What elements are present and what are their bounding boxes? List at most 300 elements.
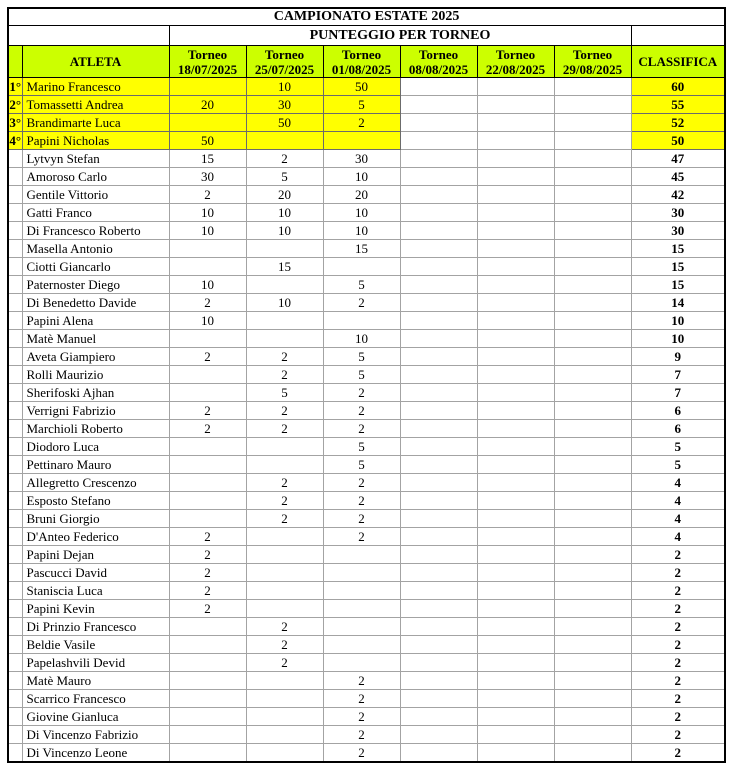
column-header-position [8,46,22,78]
table-row [8,276,725,294]
score-cell: 2 [246,654,323,672]
score-cell [477,654,554,672]
athlete-name-cell: Pettinaro Mauro [22,456,169,474]
table-row [8,726,725,744]
classifica-cell: 2 [631,654,725,672]
position-cell [8,528,22,546]
score-cell [400,726,477,744]
score-cell [400,708,477,726]
athlete-name-cell: Brandimarte Luca [22,114,169,132]
classifica-cell: 6 [631,420,725,438]
classifica-cell: 55 [631,96,725,114]
position-cell [8,492,22,510]
classifica-cell: 2 [631,618,725,636]
score-cell [554,456,631,474]
score-cell [323,312,400,330]
classifica-cell: 42 [631,186,725,204]
classifica-cell: 30 [631,204,725,222]
position-cell [8,636,22,654]
score-cell: 2 [323,474,400,492]
classifica-cell: 6 [631,402,725,420]
score-cell: 50 [323,78,400,96]
athlete-name-cell: Gatti Franco [22,204,169,222]
score-cell [554,276,631,294]
table-row [8,510,725,528]
score-cell: 2 [323,726,400,744]
score-cell: 2 [246,636,323,654]
score-cell: 2 [323,672,400,690]
score-cell [400,582,477,600]
position-cell [8,168,22,186]
score-cell [323,636,400,654]
score-cell [400,150,477,168]
table-row [8,150,725,168]
score-cell: 2 [169,294,246,312]
score-cell [477,618,554,636]
athlete-name-cell: D'Anteo Federico [22,528,169,546]
score-cell: 2 [246,366,323,384]
score-cell: 5 [323,276,400,294]
table-row [8,96,725,114]
position-cell [8,726,22,744]
position-cell: 4° [9,132,22,148]
score-cell [400,672,477,690]
score-cell: 2 [323,294,400,312]
score-cell [400,528,477,546]
score-cell [477,726,554,744]
classifica-cell: 9 [631,348,725,366]
score-cell [169,438,246,456]
score-cell [169,636,246,654]
classifica-cell: 15 [631,276,725,294]
position-cell [8,690,22,708]
position-cell [8,312,22,330]
score-cell [169,744,246,763]
score-cell [169,114,246,132]
score-cell [400,114,477,132]
score-cell [400,654,477,672]
tournament-label: Torneo [341,46,382,62]
score-cell: 15 [323,240,400,258]
athlete-name-cell: Papini Dejan [22,546,169,564]
score-cell [554,438,631,456]
score-cell [246,690,323,708]
score-cell: 20 [323,186,400,204]
score-cell: 2 [323,384,400,402]
classifica-cell: 2 [631,546,725,564]
score-cell: 5 [323,456,400,474]
table-row [8,312,725,330]
athlete-name-cell: Aveta Giampiero [22,348,169,366]
score-cell: 2 [246,492,323,510]
score-cell [400,384,477,402]
score-cell: 2 [169,546,246,564]
score-cell: 2 [323,708,400,726]
athlete-name-cell: Amoroso Carlo [22,168,169,186]
table-row [8,258,725,276]
score-cell [477,492,554,510]
athlete-name-cell: Papini Nicholas [22,132,169,150]
athlete-name-cell: Di Benedetto Davide [22,294,169,312]
tournament-label: Torneo [264,46,305,62]
score-cell: 5 [246,384,323,402]
score-cell [169,726,246,744]
score-cell [477,456,554,474]
score-cell [477,132,554,150]
score-cell [400,510,477,528]
score-cell [477,420,554,438]
score-cell: 5 [323,348,400,366]
table-row [8,366,725,384]
position-cell [8,474,22,492]
score-cell [400,420,477,438]
table-row [8,474,725,492]
classifica-cell: 15 [631,240,725,258]
tournament-label: Torneo [572,46,613,62]
athlete-name-cell: Bruni Giorgio [22,510,169,528]
athlete-name-cell: Papelashvili Devid [22,654,169,672]
score-cell [477,564,554,582]
score-cell [477,528,554,546]
standings-table [7,7,726,763]
tournament-label: Torneo [495,46,536,62]
score-cell [400,636,477,654]
score-cell: 20 [246,186,323,204]
score-cell: 2 [246,150,323,168]
score-cell [554,114,631,132]
athlete-name-cell: Allegretto Crescenzo [22,474,169,492]
score-cell [554,564,631,582]
score-cell [246,708,323,726]
score-cell [246,726,323,744]
classifica-cell: 2 [631,672,725,690]
score-cell [554,402,631,420]
score-cell [477,672,554,690]
column-header-row [8,46,725,78]
table-row [8,582,725,600]
score-cell: 2 [323,402,400,420]
classifica-cell: 60 [631,78,725,96]
score-cell [477,240,554,258]
score-cell [400,456,477,474]
score-cell [400,402,477,420]
score-cell: 2 [246,474,323,492]
position-cell [8,654,22,672]
score-cell [554,672,631,690]
athlete-name-cell: Sherifoski Ajhan [22,384,169,402]
position-cell [8,582,22,600]
position-cell: 3° [9,114,22,130]
classifica-cell: 4 [631,510,725,528]
score-cell: 2 [169,186,246,204]
score-cell [246,330,323,348]
score-cell [477,150,554,168]
position-cell [8,294,22,312]
table-body [8,78,725,763]
position-cell [8,150,22,168]
score-cell: 5 [323,366,400,384]
athlete-name-cell: Beldie Vasile [22,636,169,654]
athlete-name-cell: Papini Alena [22,312,169,330]
score-cell [554,348,631,366]
score-cell [477,600,554,618]
column-header-torneo-2 [246,46,323,78]
classifica-cell: 30 [631,222,725,240]
classifica-cell: 50 [631,132,725,150]
main-title-row [8,8,725,26]
classifica-cell: 14 [631,294,725,312]
score-cell [169,690,246,708]
tournament-date: 29/08/2025 [562,61,623,77]
score-cell: 5 [323,438,400,456]
athlete-name-cell: Ciotti Giancarlo [22,258,169,276]
score-cell [554,222,631,240]
score-cell [169,618,246,636]
athlete-name-cell: Marchioli Roberto [22,420,169,438]
score-cell [246,546,323,564]
tournament-label: Torneo [418,46,459,62]
score-cell [246,528,323,546]
score-cell [169,654,246,672]
score-cell [246,456,323,474]
score-cell [246,438,323,456]
position-cell [8,708,22,726]
score-cell [400,600,477,618]
score-cell: 5 [246,168,323,186]
athlete-name-cell: Marino Francesco [22,78,169,96]
score-cell [477,186,554,204]
table-row [8,114,725,132]
score-cell [554,618,631,636]
score-cell [477,168,554,186]
score-cell [477,510,554,528]
score-cell [400,366,477,384]
classifica-cell: 2 [631,690,725,708]
table-row [8,348,725,366]
score-cell [246,600,323,618]
score-cell [554,258,631,276]
classifica-cell: 4 [631,528,725,546]
score-cell: 50 [169,132,246,150]
classifica-cell: 5 [631,456,725,474]
classifica-cell: 47 [631,150,725,168]
score-cell: 10 [246,204,323,222]
athlete-name-cell: Verrigni Fabrizio [22,402,169,420]
score-cell [477,744,554,763]
classifica-cell: 2 [631,636,725,654]
score-cell [554,546,631,564]
score-cell [554,384,631,402]
position-cell [8,546,22,564]
score-cell [477,438,554,456]
table-row [8,78,725,96]
score-cell: 10 [169,204,246,222]
score-cell [477,330,554,348]
score-cell [323,546,400,564]
athlete-name-cell: Matè Manuel [22,330,169,348]
score-cell: 50 [246,114,323,132]
score-cell: 2 [323,492,400,510]
position-cell [8,672,22,690]
table-row [8,168,725,186]
tournament-date: 08/08/2025 [408,61,469,77]
score-cell [323,582,400,600]
classifica-cell: 45 [631,168,725,186]
score-cell: 2 [323,510,400,528]
score-cell [400,240,477,258]
score-cell [477,474,554,492]
athlete-name-cell: Gentile Vittorio [22,186,169,204]
classifica-cell: 2 [631,708,725,726]
score-cell: 10 [246,222,323,240]
page-title: CAMPIONATO ESTATE 2025 [8,8,725,26]
score-cell [246,132,323,150]
classifica-cell: 10 [631,330,725,348]
table-row [8,600,725,618]
score-cell [554,708,631,726]
position-cell [8,258,22,276]
athlete-name-cell: Di Francesco Roberto [22,222,169,240]
score-cell [169,510,246,528]
score-cell [246,276,323,294]
tournament-date: 18/07/2025 [177,61,238,77]
athlete-name-cell: Esposto Stefano [22,492,169,510]
position-cell [8,222,22,240]
score-cell [554,420,631,438]
score-cell [323,258,400,276]
score-cell: 10 [323,330,400,348]
score-cell [400,222,477,240]
subtitle-left-spacer [8,26,169,46]
score-cell [400,96,477,114]
position-cell [8,240,22,258]
score-cell: 2 [169,348,246,366]
position-cell [8,744,22,763]
position-cell [8,186,22,204]
score-cell [323,654,400,672]
column-header-atleta: ATLETA [22,46,169,78]
position-cell [8,276,22,294]
score-cell: 2 [323,744,400,763]
position-cell [8,510,22,528]
athlete-name-cell: Matè Mauro [22,672,169,690]
score-cell [400,474,477,492]
score-cell [554,528,631,546]
table-row [8,690,725,708]
score-cell [246,240,323,258]
score-cell [554,132,631,150]
column-header-torneo-6 [554,46,631,78]
athlete-name-cell: Masella Antonio [22,240,169,258]
classifica-cell: 10 [631,312,725,330]
score-cell [400,132,477,150]
classifica-cell: 7 [631,366,725,384]
table-row [8,294,725,312]
score-cell [554,636,631,654]
score-cell: 30 [323,150,400,168]
table-row [8,636,725,654]
score-cell: 10 [169,312,246,330]
score-cell [477,582,554,600]
score-cell: 2 [323,690,400,708]
subtitle-right-spacer [631,26,725,46]
position-cell [8,384,22,402]
athlete-name-cell: Lytvyn Stefan [22,150,169,168]
athlete-name-cell: Papini Kevin [22,600,169,618]
score-cell [477,294,554,312]
score-cell [554,96,631,114]
score-cell [400,690,477,708]
score-cell [400,312,477,330]
position-cell [8,420,22,438]
score-cell [477,402,554,420]
position-cell [8,564,22,582]
score-cell [554,492,631,510]
score-cell [554,186,631,204]
table-row [8,564,725,582]
score-cell: 15 [246,258,323,276]
score-cell [554,204,631,222]
classifica-cell: 4 [631,492,725,510]
athlete-name-cell: Rolli Maurizio [22,366,169,384]
score-cell [169,456,246,474]
score-cell: 2 [169,564,246,582]
score-cell: 2 [246,402,323,420]
position-cell [8,618,22,636]
position-cell: 2° [9,96,22,112]
table-row [8,384,725,402]
table-row [8,618,725,636]
position-cell [8,204,22,222]
score-cell [246,312,323,330]
score-cell [477,96,554,114]
score-cell [554,744,631,763]
athlete-name-cell: Tomassetti Andrea [22,96,169,114]
table-row [8,654,725,672]
score-cell [554,78,631,96]
score-cell: 10 [246,294,323,312]
position-cell [8,366,22,384]
score-cell: 5 [323,96,400,114]
athlete-name-cell: Pascucci David [22,564,169,582]
score-cell [400,546,477,564]
classifica-cell: 15 [631,258,725,276]
column-header-classifica: CLASSIFICA [631,46,725,78]
athlete-name-cell: Di Prinzio Francesco [22,618,169,636]
score-cell: 2 [323,528,400,546]
table-row [8,492,725,510]
classifica-cell: 4 [631,474,725,492]
score-cell: 20 [169,96,246,114]
score-cell [169,366,246,384]
tournament-date: 22/08/2025 [485,61,546,77]
position-cell [8,438,22,456]
score-cell: 2 [246,618,323,636]
score-cell [477,204,554,222]
score-cell [400,204,477,222]
position-cell [8,330,22,348]
score-cell [400,276,477,294]
table-row [8,744,725,763]
athlete-name-cell: Scarrico Francesco [22,690,169,708]
score-cell [477,636,554,654]
score-cell [323,600,400,618]
score-cell [477,78,554,96]
score-cell [400,492,477,510]
score-cell [400,618,477,636]
score-cell [400,258,477,276]
classifica-cell: 2 [631,564,725,582]
